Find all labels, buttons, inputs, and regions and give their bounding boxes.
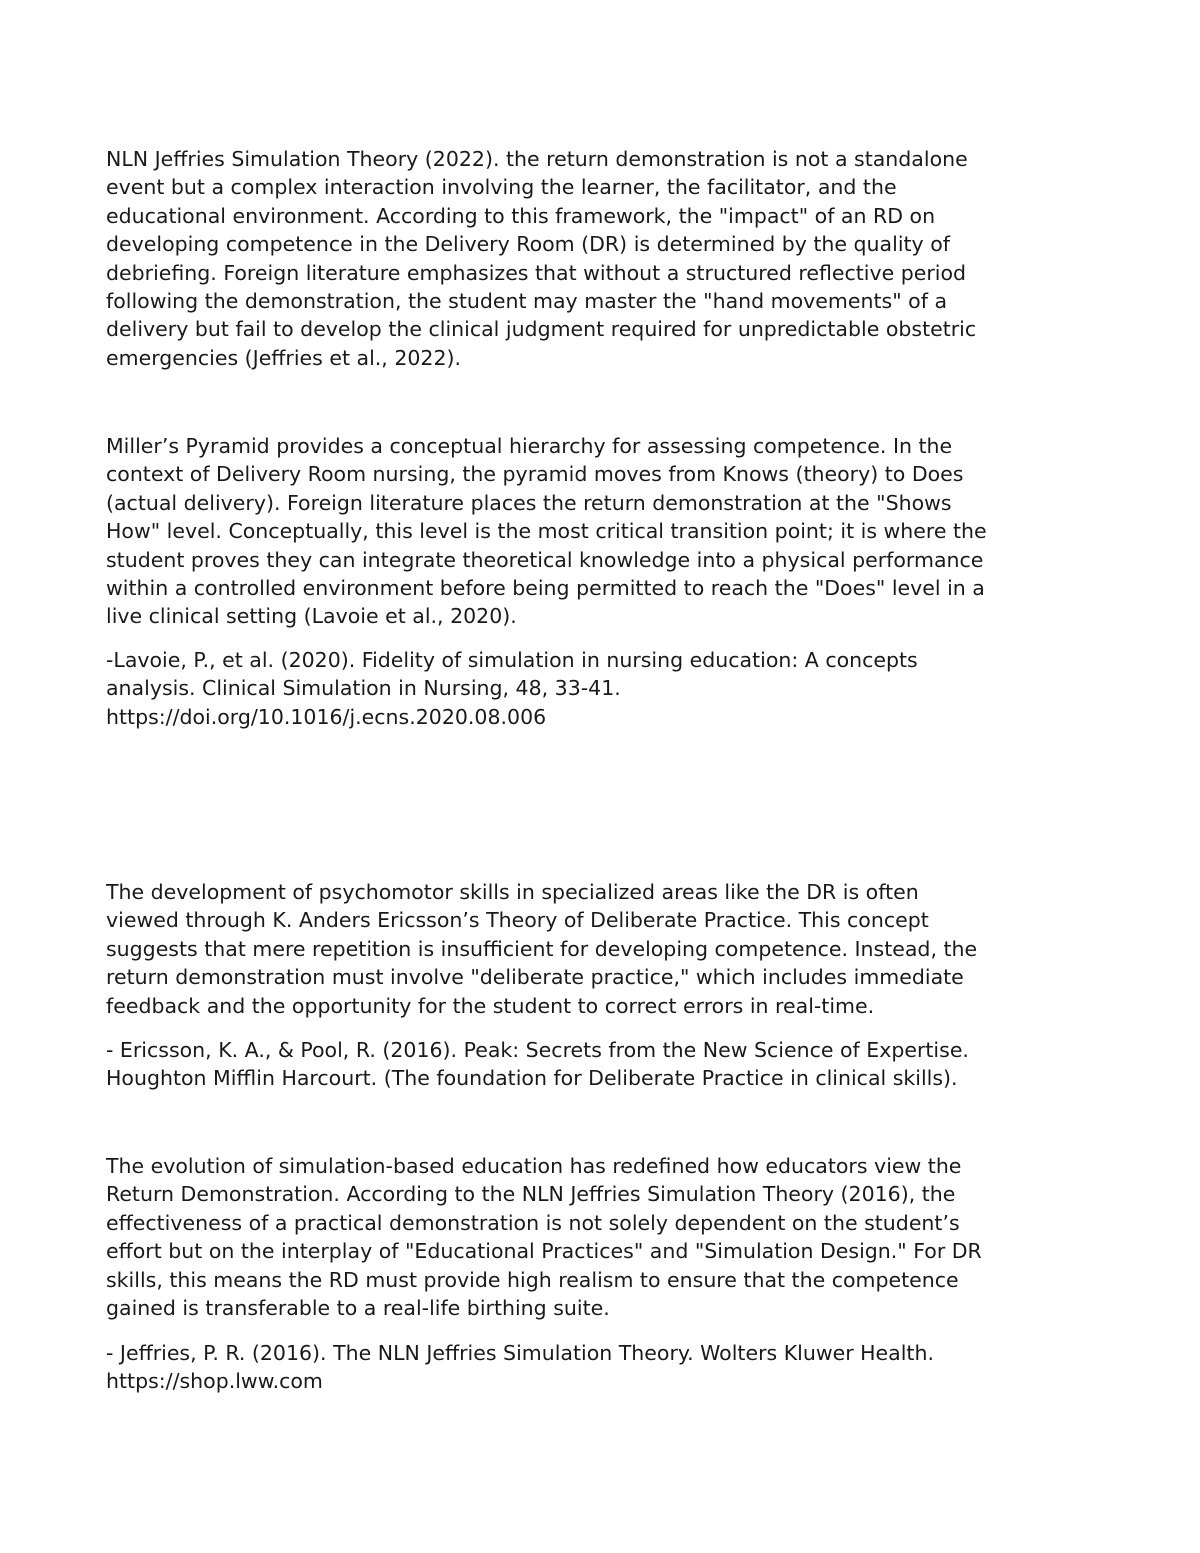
paragraph-simulation-evolution: The evolution of simulation-based education has redefined how educators view the Return Demonstration. According to the NLN Jeffries Simulation Theory (2016), the effectiveness of a practical demonstration is not solely dependent on the student’s effort but on the interplay of "Educational Practices" and "Simulation Design." For DR skills, this means the RD must provide high realism to ensure that the competence gained is transferable to a real-life birthing suite. xyxy=(106,1154,982,1321)
paragraph-jeffries-2022: NLN Jeffries Simulation Theory (2022). the return demonstration is not a standalone event but a complex interaction involving the learner, the facilitator, and the educational environment. According to this framework, the "impact" of an RD on developing competence in the Delivery Room (DR) is determined by the quality of debriefing. Foreign literature emphasizes that without a structured reflective period following the demonstration, the student may master the "hand movements" of a delivery but fail to develop the clinical judgment required for unpredictable obstetric emergencies (Jeffries et al., 2022). xyxy=(106,147,977,370)
paragraph-millers-pyramid: Miller’s Pyramid provides a conceptual hierarchy for assessing competence. In the context of Delivery Room nursing, the pyramid moves from Knows (theory) to Does (actual delivery). Foreign literature places the return demonstration at the "Shows How" level. Conceptually, this level is the most critical transition point; it is where the student proves they can integrate theoretical knowledge into a physical performance within a controlled environment before being permitted to reach the "Does" level in a live clinical setting (Lavoie et al., 2020). xyxy=(106,434,987,629)
reference-lavoie-2020: -Lavoie, P., et al. (2020). Fidelity of simulation in nursing education: A concepts analysis. Clinical Simulation in Nursing, 48, 33-41. https://doi.org/10.1016/j.ecns.2020.08.006 xyxy=(106,648,918,729)
reference-jeffries-2016: - Jeffries, P. R. (2016). The NLN Jeffries Simulation Theory. Wolters Kluwer Health. https://shop.lww.com xyxy=(106,1341,934,1394)
reference-ericsson-2016: - Ericsson, K. A., & Pool, R. (2016). Peak: Secrets from the New Science of Expertise. Houghton Mifflin Harcourt. (The foundation for Deliberate Practice in clinical skills). xyxy=(106,1038,969,1091)
paragraph-deliberate-practice: The development of psychomotor skills in specialized areas like the DR is often viewed through K. Anders Ericsson’s Theory of Deliberate Practice. This concept suggests that mere repetition is insufficient for developing competence. Instead, the return demonstration must involve "deliberate practice," which includes immediate feedback and the opportunity for the student to correct errors in real-time. xyxy=(106,880,978,1018)
